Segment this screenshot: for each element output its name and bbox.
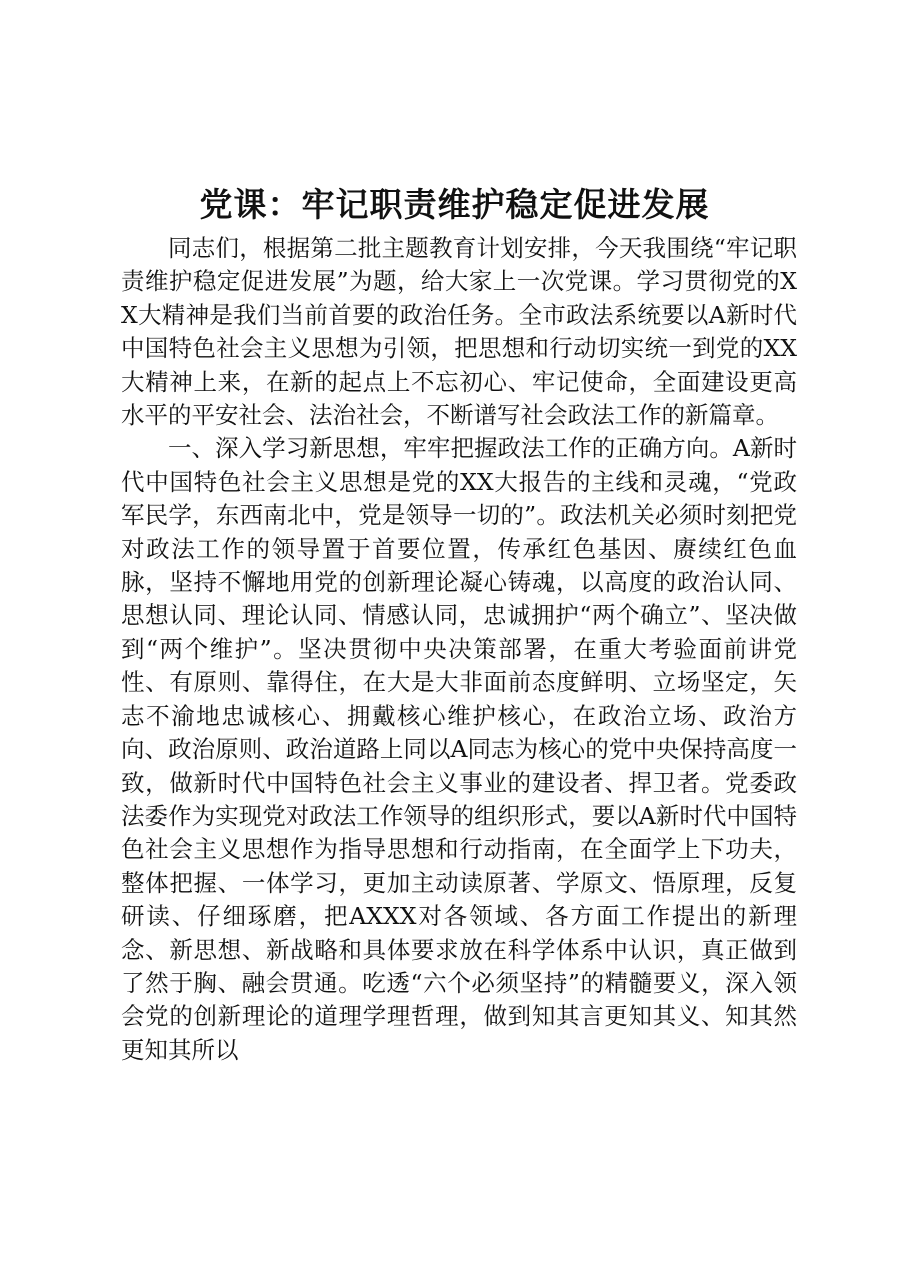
document-title: 党课：牢记职责维护稳定促进发展 [199, 185, 710, 224]
paragraph-intro: 同志们，根据第二批主题教育计划安排，今天我围绕“牢记职责维护稳定促进发展”为题，给大家上一次党课。学习贯彻党的XX大精神是我们当前首要的政治任务。全市政法系统要以A新时代中国特色社会主义思想为引领，把思想和行动切实统一到党的XX大精神上来，在新的起点上不忘初心、牢记使命，全面建设更高水平的平安社会、法治社会，不断谱写社会政法工作的新篇章。 [121, 234, 797, 430]
document-body [121, 232, 797, 1067]
paragraph-section-one: 一、深入学习新思想，牢牢把握政法工作的正确方向。A新时代中国特色社会主义思想是党的XX大报告的主线和灵魂，“党政军民学，东西南北中，党是领导一切的”。政法机关必须时刻把党对政法工作的领导置于首要位置，传承红色基因、赓续红色血脉，坚持不懈地用党的创新理论凝心铸魂，以高度的政治认同、思想认同、理论认同、情感认同，忠诚拥护“两个确立”、坚决做到“两个维护”。坚决贯彻中央决策部署，在重大考验面前讲党性、有原则、靠得住，在大是大非面前态度鲜明、立场坚定，矢志不渝地忠诚核心、拥戴核心维护核心，在政治立场、政治方向、政治原则、政治道路上同以A同志为核心的党中央保持高度一致，做新时代中国特色社会主义事业的建设者、捍卫者。党委政法委作为实现党对政法工作领导的组织形式，要以A新时代中国特色社会主义思想作为指导思想和行动指南，在全面学上下功夫，整体把握、一体学习，更加主动读原著、学原文、悟原理，反复研读、仔细琢磨，把AXXX对各领域、各方面工作提出的新理念、新思想、新战略和具体要求放在科学体系中认识，真正做到了然于胸、融会贯通。吃透“六个必须坚持”的精髓要义，深入领会党的创新理论的道理学理哲理，做到知其言更知其义、知其然更知其所以 [121, 434, 797, 1064]
